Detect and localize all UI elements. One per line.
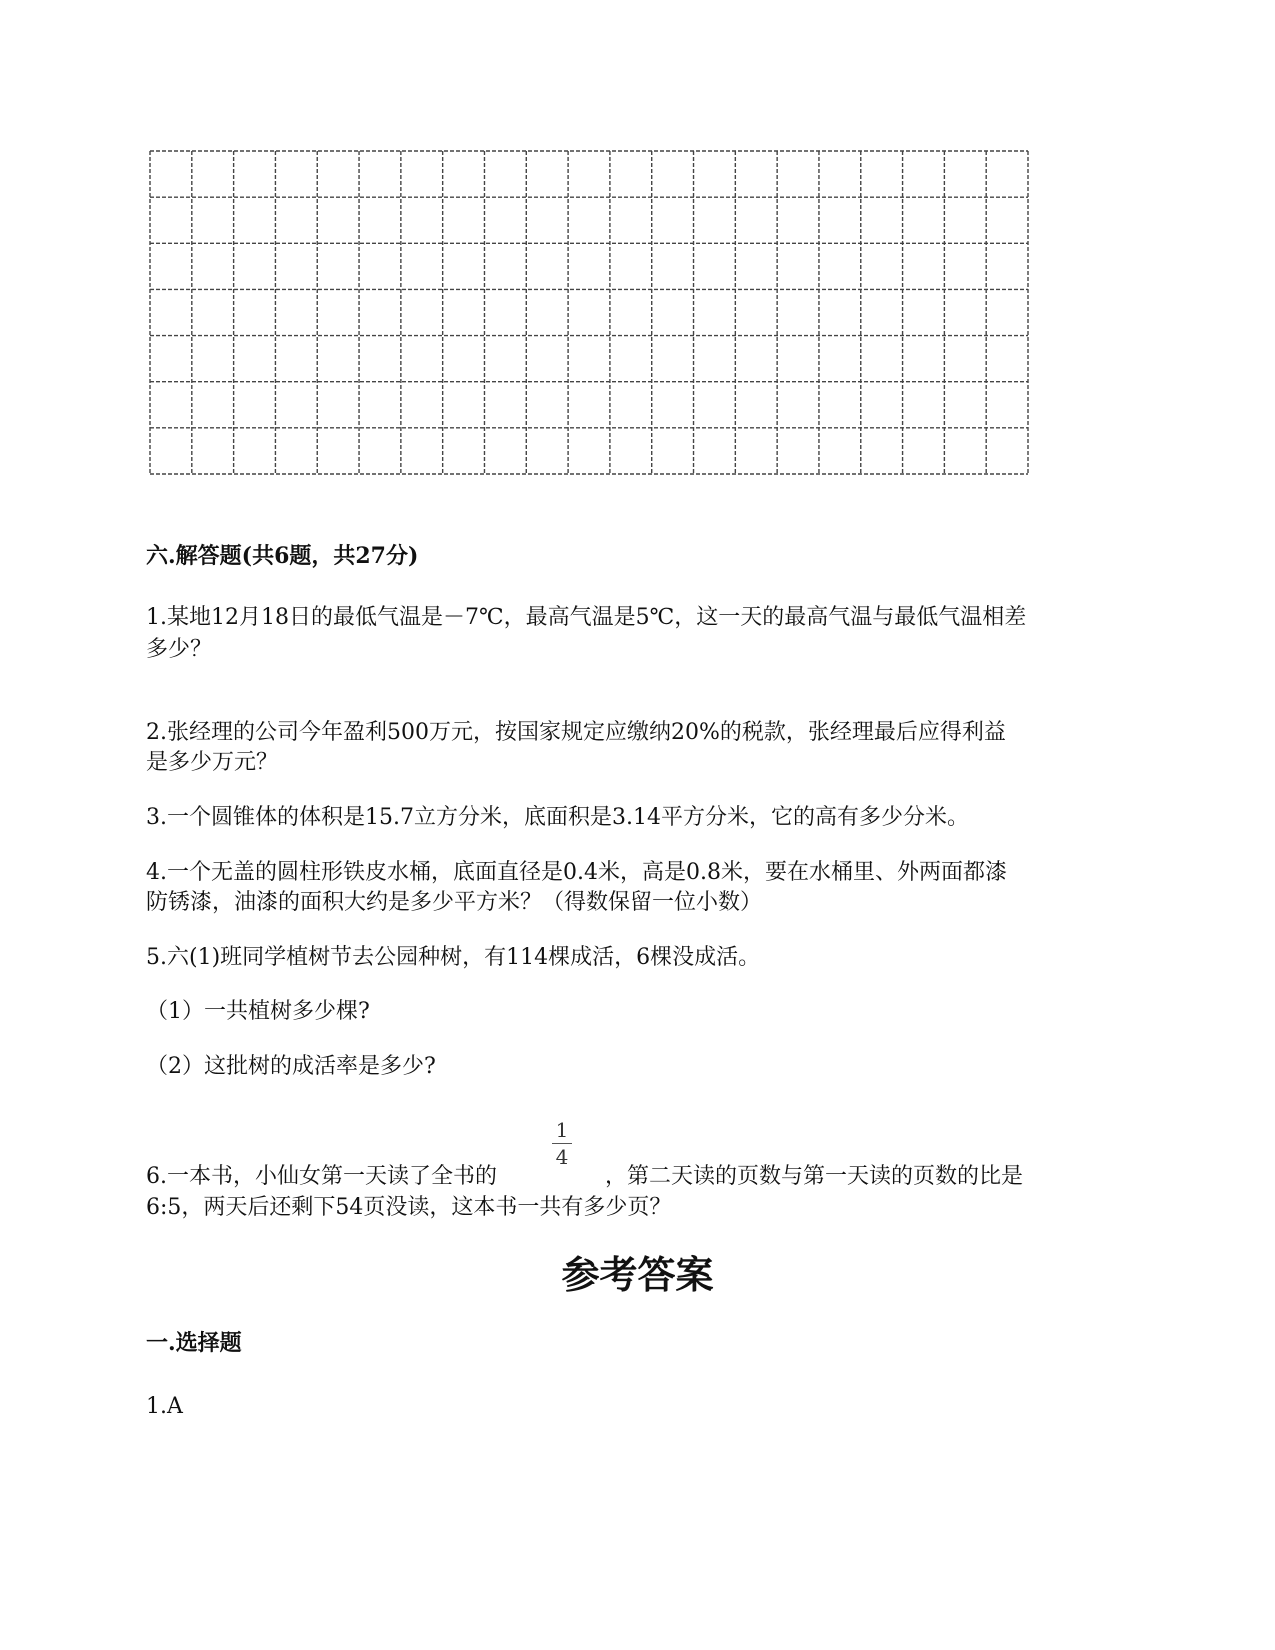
q6-part2: ，第二天读的页数与第一天读的页数的比是: [605, 1164, 1024, 1189]
writing-grid: [149, 150, 1029, 475]
q6-line2: 6:5，两天后还剩下54页没读，这本书一共有多少页？: [146, 1195, 672, 1220]
q5-sub1: （1）一共植树多少棵?: [146, 999, 370, 1024]
q3-text: 3.一个圆锥体的体积是15.7立方分米，底面积是3.14平方分米，它的高有多少分米。: [146, 805, 969, 830]
q5-sub2: （2）这批树的成活率是多少?: [146, 1054, 436, 1079]
answers-section1-title: 一.选择题: [146, 1330, 242, 1356]
q2-line1: 2.张经理的公司今年盈利500万元，按国家规定应缴纳20%的税款，张经理最后应得利益: [146, 720, 1006, 745]
q1-line1: 1.某地12月18日的最低气温是－7℃，最高气温是5℃，这一天的最高气温与最低气温相差: [146, 605, 1027, 630]
section6-title: 六.解答题(共6题，共27分): [146, 543, 419, 569]
q5-stem: 5.六(1)班同学植树节去公园种树，有114棵成活，6棵没成活。: [146, 945, 761, 970]
grid-lines: [149, 150, 1029, 475]
fraction-denominator: 4: [555, 1145, 569, 1169]
q4-line1: 4.一个无盖的圆柱形铁皮水桶，底面直径是0.4米，高是0.8米，要在水桶里、外两面都漆: [146, 860, 1007, 885]
q2-line2: 是多少万元？: [146, 750, 279, 775]
q6-part1: 6.一本书，小仙女第一天读了全书的: [146, 1164, 497, 1189]
q4-line2: 防锈漆，油漆的面积大约是多少平方米？（得数保留一位小数）: [146, 890, 763, 915]
q6-fraction: [552, 1118, 572, 1169]
answers-title: 参考答案: [561, 1252, 714, 1297]
answer-1: 1.A: [146, 1394, 183, 1419]
fraction-numerator: 1: [555, 1118, 569, 1142]
fraction-bar: [552, 1143, 572, 1144]
q1-line2: 多少？: [146, 637, 213, 662]
